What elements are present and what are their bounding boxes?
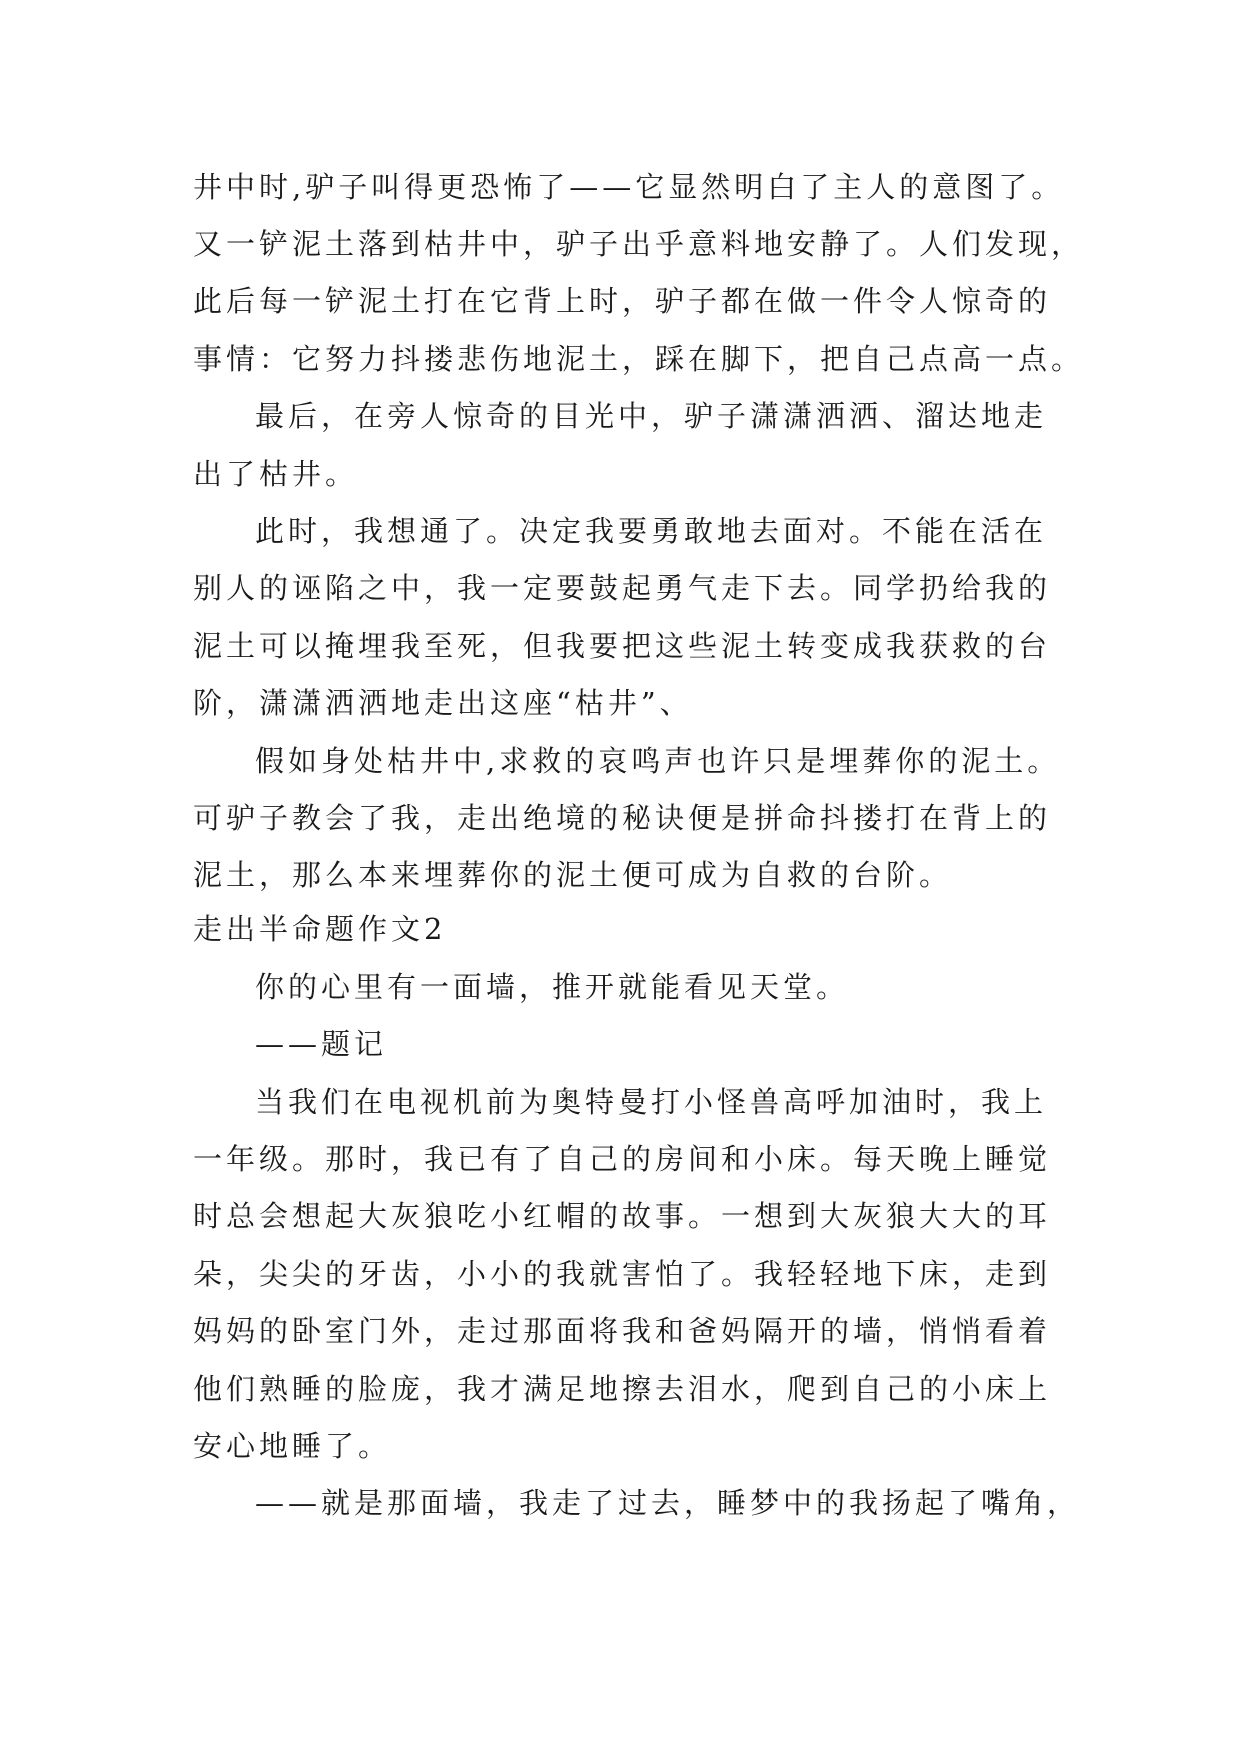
text-line: ——就是那面墙，我走了过去，睡梦中的我扬起了嘴角， <box>255 1486 1081 1520</box>
text-line: 可驴子教会了我，走出绝境的秘诀便是拼命抖搂打在背上的 <box>193 801 1052 835</box>
text-line: 井中时,驴子叫得更恐怖了——它显然明白了主人的意图了。 <box>193 170 1065 204</box>
text-line: 阶，潇潇洒洒地走出这座“枯井”、 <box>193 686 693 720</box>
text-line: 他们熟睡的脸庞，我才满足地擦去泪水，爬到自己的小床上 <box>193 1372 1052 1406</box>
text-line: 又一铲泥土落到枯井中，驴子出乎意料地安静了。人们发现， <box>193 227 1085 261</box>
section-heading: 走出半命题作文2 <box>193 912 447 946</box>
text-line: 泥土可以掩埋我至死，但我要把这些泥土转变成我获救的台 <box>193 629 1052 663</box>
text-line: 妈妈的卧室门外，走过那面将我和爸妈隔开的墙，悄悄看着 <box>193 1314 1052 1348</box>
text-line: 出了枯井。 <box>193 457 359 491</box>
text-line: 一年级。那时，我已有了自己的房间和小床。每天晚上睡觉 <box>193 1142 1052 1176</box>
text-line: 时总会想起大灰狼吃小红帽的故事。一想到大灰狼大大的耳 <box>193 1199 1052 1233</box>
text-line: 此后每一铲泥土打在它背上时，驴子都在做一件令人惊奇的 <box>193 284 1052 318</box>
text-line: 你的心里有一面墙，推开就能看见天堂。 <box>255 970 850 1004</box>
text-line: 此时，我想通了。决定我要勇敢地去面对。不能在活在 <box>255 514 1048 548</box>
text-line: 别人的诬陷之中，我一定要鼓起勇气走下去。同学扔给我的 <box>193 571 1052 605</box>
text-line: 最后，在旁人惊奇的目光中，驴子潇潇洒洒、溜达地走 <box>255 399 1048 433</box>
text-line: 泥土，那么本来埋葬你的泥土便可成为自救的台阶。 <box>193 858 953 892</box>
epigraph-attribution: ——题记 <box>255 1027 388 1061</box>
text-line: 安心地睡了。 <box>193 1429 392 1463</box>
text-line: 事情：它努力抖搂悲伤地泥土，踩在脚下，把自己点高一点。 <box>193 342 1085 376</box>
text-line: 当我们在电视机前为奥特曼打小怪兽高呼加油时，我上 <box>255 1085 1048 1119</box>
text-line: 朵，尖尖的牙齿，小小的我就害怕了。我轻轻地下床，走到 <box>193 1257 1052 1291</box>
text-line: 假如身处枯井中,求救的哀鸣声也许只是埋葬你的泥土。 <box>255 744 1061 778</box>
